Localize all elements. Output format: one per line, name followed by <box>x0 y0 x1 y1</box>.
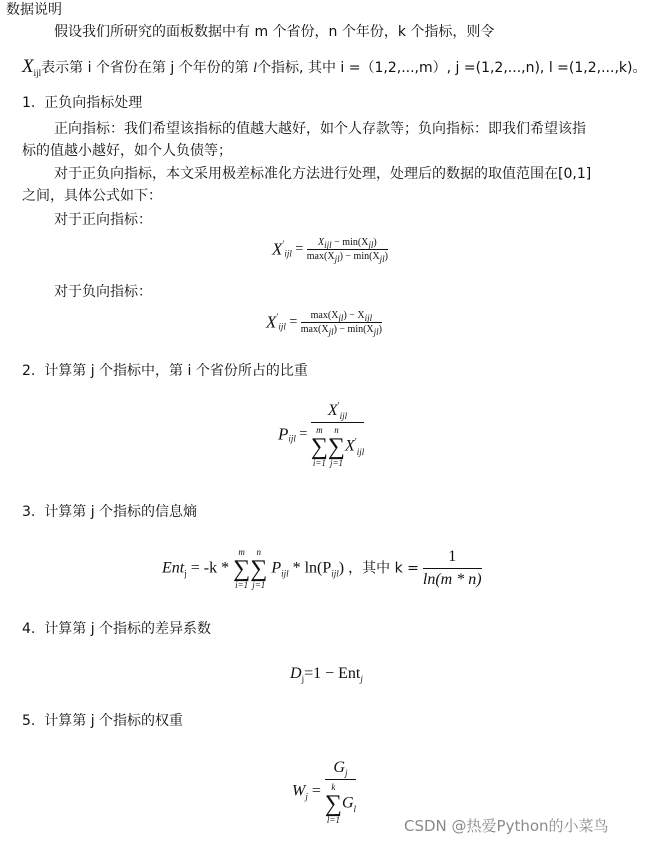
s1-p2-line2: 之间，具体公式如下： <box>22 188 162 204</box>
s1-p1-line1: 正向指标：我们希望该指标的值越大越好，如个人存款等；负向指标：即我们希望该指 <box>54 121 586 137</box>
s1-p2-line1: 对于正负向指标，本文采用极差标准化方法进行处理，处理后的数据的取值范围在[0,1] <box>54 166 592 182</box>
formula-negative: $X'_{ijl}$ = $\frac{\max(X_{jl}) - X_{ijl}}{\max(X_{jl}) - \min(X_{jl})}$ <box>266 310 383 337</box>
section-3-heading <box>22 501 197 523</box>
intro-definition <box>22 56 646 80</box>
def-text2: 个指标, 其中 <box>257 60 336 76</box>
intro-assumption: 假设我们所研究的面板数据中有 m 个省份，n 个年份，k 个指标，则令 <box>54 24 495 40</box>
section-title: 计算第 j 个指标的差异系数 <box>44 621 212 637</box>
section-number: 3. <box>22 504 36 520</box>
formula-positive: $X'_{ijl}$ = $\frac{X_{ijl} - \min(X_{jl})}{\max(X_{jl}) - \min(X_{jl})}$ <box>272 237 389 264</box>
section-number: 1. <box>22 95 36 111</box>
def-text: 表示第 i 个省份在第 j 个年份的第 <box>41 60 249 76</box>
var-x: X <box>22 56 34 77</box>
formula-difference: $D_j=1 - Ent_j$ <box>290 665 363 685</box>
positive-fraction: $\frac{X_{ijl} - \min(X_{jl})}{\max(X_{jl}) - \min(X_{jl})}$ <box>306 237 389 264</box>
section-title: 计算第 j 个指标的信息熵 <box>44 504 198 520</box>
section-5-heading <box>22 710 183 732</box>
s1-p1-line2: 标的值越小越好，如个人负债等； <box>22 143 232 159</box>
negative-label: 对于负向指标： <box>54 284 152 300</box>
negative-fraction: $\frac{\max(X_{jl}) - X_{ijl}}{\max(X_{jl}) - \min(X_{jl})}$ <box>300 310 383 337</box>
section-2-heading <box>22 360 308 382</box>
var-x-sub: ijl <box>33 67 42 78</box>
formula-entropy: Ent$_j$ = -k * m ∑ i=1 n ∑ j=1 $P_{ijl} * \ln(P_{ijl})$ ，其中 k = $\frac{1}{\ln(m * n)}$ <box>162 546 482 590</box>
formula-proportion: $P_{ijl}$ = $X'_{ijl}$ m ∑ i=1 n ∑ j=1 $X'_{ijl}$ <box>278 400 365 468</box>
def-l: l <box>253 61 258 76</box>
section-title: 计算第 j 个指标的权重 <box>44 713 184 729</box>
section-4-heading <box>22 618 211 640</box>
section-1-heading <box>22 92 142 114</box>
watermark: CSDN @热爱Python的小菜鸟 <box>404 817 609 835</box>
page-title: 数据说明 <box>6 2 62 18</box>
section-number: 4. <box>22 621 36 637</box>
section-number: 5. <box>22 713 36 729</box>
section-title: 正负向指标处理 <box>44 95 143 111</box>
section-number: 2. <box>22 363 36 379</box>
formula-weight: $W_j$ = $G_j$ k ∑ l=1 $G_l$ <box>292 759 357 825</box>
positive-label: 对于正向指标： <box>54 212 152 228</box>
l-range: l =(1,2,...,k)。 <box>548 60 647 76</box>
section-title: 计算第 j 个指标中，第 i 个省份所占的比重 <box>44 363 308 379</box>
i-range: i =（1,2,...,m）, j =(1,2,...,n), <box>340 60 549 76</box>
